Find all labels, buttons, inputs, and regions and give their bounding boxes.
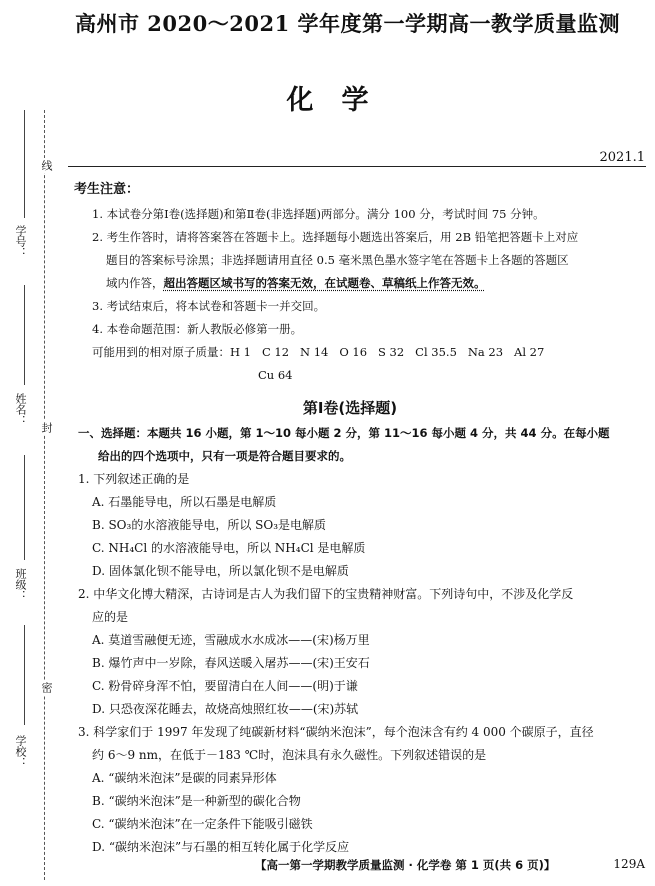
label-student-id: 学号： [14, 225, 27, 258]
page-footer: 【高一第一学期教学质量监测 · 化学卷 第 1 页(共 6 页)】 [255, 858, 556, 872]
notice-item-1: 1. 本试卷分第Ⅰ卷(选择题)和第Ⅱ卷(非选择题)两部分。满分 100 分，考试时间 75 分钟。 [92, 207, 545, 221]
question-1-option-b: B. SO₃的水溶液能导电，所以 SO₃是电解质 [92, 518, 327, 532]
notice-title: 考生注意： [74, 182, 140, 197]
question-3-stem-2: 约 6～9 nm，在低于－183 ℃时，泡沫具有永久磁性。下列叙述错误的是 [92, 748, 487, 762]
binding-mark-xian: 线 [40, 160, 53, 171]
question-2-stem: 2. 中华文化博大精深，古诗词是古人为我们留下的宝贵精神财富。下列诗句中，不涉及化学反 [78, 587, 574, 601]
question-2-option-c: C. 粉骨碎身浑不怕，要留清白在人间——(明)于谦 [92, 679, 358, 693]
atomic-mass-line [92, 341, 544, 364]
question-2-stem-2: 应的是 [92, 610, 129, 624]
label-class: 班级： [14, 568, 27, 601]
question-2-option-a: A. 莫道雪融便无迹，雪融成水水成冰——(宋)杨万里 [92, 633, 370, 647]
question-3-stem: 3. 科学家们于 1997 年发现了纯碳新材料“碳纳米泡沫”，每个泡沫含有约 4 000 个碳原子，直径 [78, 725, 594, 739]
binding-mark-feng: 封 [40, 422, 53, 433]
question-2-option-b: B. 爆竹声中一岁除，春风送暖入屠苏——(宋)王安石 [92, 656, 370, 670]
question-1-option-d: D. 固体氯化钡不能导电，所以氯化钡不是电解质 [92, 564, 349, 578]
header-divider [68, 166, 646, 167]
notice-item-4: 4. 本卷命题范围：新人教版必修第一册。 [92, 322, 303, 336]
notice-emphasis: 超出答题区域书写的答案无效，在试题卷、草稿纸上作答无效。 [163, 276, 486, 290]
section-instruction: 一、选择题：本题共 16 小题，第 1～10 每小题 2 分，第 11～16 每小题 4 分，共 44 分。在每小题 [78, 426, 610, 440]
question-1-option-c: C. NH₄Cl 的水溶液能导电，所以 NH₄Cl 是电解质 [92, 541, 366, 555]
exam-title: 高州市 2020～2021 学年度第一学期高一教学质量监测 [75, 11, 621, 36]
question-3-option-b: B. “碳纳米泡沫”是一种新型的碳化合物 [92, 794, 301, 808]
section-instruction-2: 给出的四个选项中，只有一项是符合题目要求的。 [98, 449, 351, 463]
question-3-option-a: A. “碳纳米泡沫”是碳的同素异形体 [92, 771, 277, 785]
binding-dashed-line [44, 110, 45, 880]
atomic-mass-label: 可能用到的相对原子质量： [92, 345, 230, 359]
exam-date: 2021.1 [599, 150, 645, 165]
binding-mark-mi: 密 [40, 682, 53, 693]
student-id-field[interactable] [24, 110, 25, 218]
notice-item-2: 2. 考生作答时，请将答案答在答题卡上。选择题每小题选出答案后，用 2B 铅笔把答题卡上对应 [92, 230, 579, 244]
notice-item-2-line-3-prefix: 域内作答， [106, 276, 164, 290]
section-title: 第Ⅰ卷(选择题) [302, 399, 398, 417]
question-1-option-a: A. 石墨能导电，所以石墨是电解质 [92, 495, 277, 509]
label-school: 学校： [14, 735, 27, 768]
notice-item-2-line-2: 题目的答案标号涂黑；非选择题请用直径 0.5 毫米黑色墨水签字笔在答题卡上各题的答题区 [106, 253, 569, 267]
notice-item-2-line-3 [106, 272, 486, 295]
atomic-mass-values-2: Cu 64 [258, 368, 293, 382]
class-field[interactable] [24, 455, 25, 560]
question-2-option-d: D. 只恐夜深花睡去，故烧高烛照红妆——(宋)苏轼 [92, 702, 359, 716]
school-field[interactable] [24, 625, 25, 725]
label-name: 姓名： [14, 393, 27, 426]
subject-title: 化学 [286, 85, 397, 116]
question-1-stem: 1. 下列叙述正确的是 [78, 472, 190, 486]
paper-code: 129A [613, 857, 645, 871]
atomic-mass-values: H 1 C 12 N 14 O 16 S 32 Cl 35.5 Na 23 Al 27 [230, 345, 545, 359]
question-3-option-d: D. “碳纳米泡沫”与石墨的相互转化属于化学反应 [92, 840, 350, 854]
notice-item-3: 3. 考试结束后，将本试卷和答题卡一并交回。 [92, 299, 326, 313]
question-3-option-c: C. “碳纳米泡沫”在一定条件下能吸引磁铁 [92, 817, 313, 831]
name-field[interactable] [24, 285, 25, 385]
